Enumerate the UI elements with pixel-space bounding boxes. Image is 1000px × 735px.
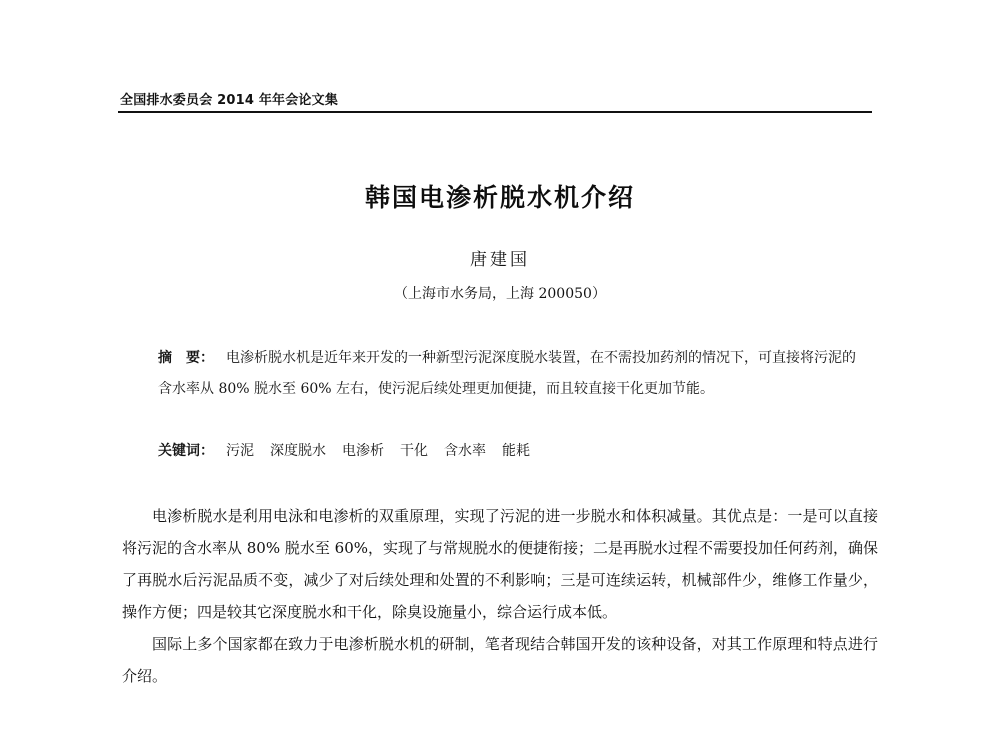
body-paragraph: 国际上多个国家都在致力于电渗析脱水机的研制，笔者现结合韩国开发的该种设备，对其工作原理和特点进行介绍。	[122, 635, 878, 685]
author-affiliation: （上海市水务局，上海 200050）	[394, 286, 606, 302]
header-rule	[118, 111, 872, 113]
abstract	[158, 343, 858, 405]
abstract-text: 电渗析脱水机是近年来开发的一种新型污泥深度脱水装置，在不需投加药剂的情况下，可直接将污泥的含水率从 80% 脱水至 60% 左右，使污泥后续处理更加便捷，而且较直接干化更加节能。	[158, 350, 856, 397]
keyword: 含水率	[444, 443, 486, 459]
keyword: 污泥	[226, 443, 254, 459]
keywords-label: 关键词：	[158, 443, 214, 459]
keyword: 能耗	[502, 443, 530, 459]
body-text	[122, 500, 878, 692]
keyword: 深度脱水	[270, 443, 326, 459]
article-title: 韩国电渗析脱水机介绍	[364, 183, 635, 212]
keyword: 电渗析	[342, 443, 384, 459]
author-name: 唐建国	[470, 250, 530, 270]
running-header: 全国排水委员会 2014 年年会论文集	[120, 93, 339, 108]
keywords	[158, 440, 858, 460]
body-paragraph: 电渗析脱水是利用电泳和电渗析的双重原理，实现了污泥的进一步脱水和体积减量。其优点是：一是可以直接将污泥的含水率从 80% 脱水至 60%，实现了与常规脱水的便捷衔接；二是再脱水过程不需要投加任何药剂，确保了再脱水后污泥品质不变，减少了对后续处理和处置的不利影响；三是可连续运转，机械部件少，维修工作量少，操作方便；四是较其它深度脱水和干化，除臭设施量小，综合运行成本低。	[122, 507, 878, 621]
keyword: 干化	[400, 443, 428, 459]
abstract-label: 摘 要：	[158, 350, 214, 366]
